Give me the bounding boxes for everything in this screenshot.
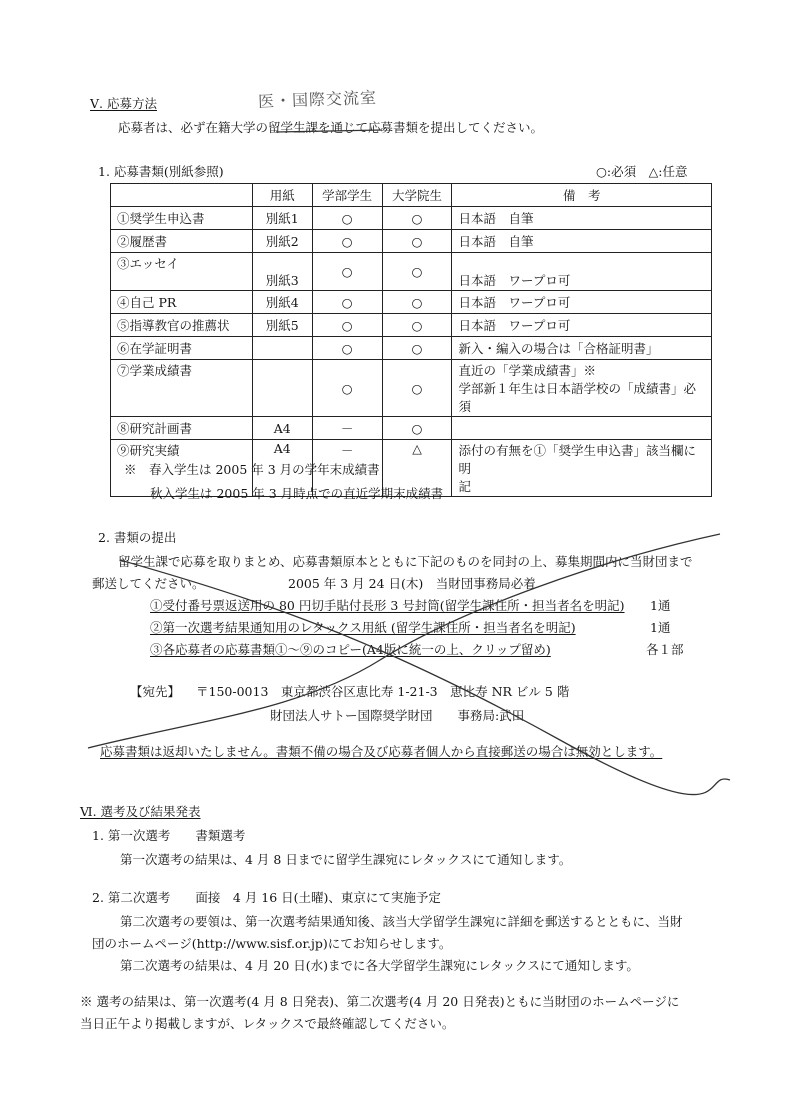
enclosure-item-1: ①受付番号票返送用の 80 円切手貼付長形 3 号封筒(留学生課住所・担当者名を明記): [150, 598, 625, 613]
doc-note-line: 学部新１年生は日本語学校の「成績書」必須: [458, 381, 696, 414]
section5-intro: 応募者は、必ず在籍大学の留学生課を通じて応募書類を提出してください。: [118, 120, 544, 135]
doc-note: 日本語 ワープロ可: [452, 291, 712, 314]
doc-form: 別紙5: [252, 314, 312, 337]
strike-line: [276, 130, 382, 132]
doc-undergrad: ○: [312, 360, 382, 417]
doc-note-line: 添付の有無を①「奨学生申込書」該当欄に明: [458, 443, 696, 476]
doc-undergrad: ○: [312, 207, 382, 230]
second-selection-body-3: 第二次選考の結果は、4 月 20 日(水)までに各大学留学生課宛にレタックスにて通知します。: [120, 958, 639, 973]
doc-name: ⑤指導教官の推薦状: [111, 314, 253, 337]
table-header: 備 考: [452, 184, 712, 207]
handwritten-note: 医・国際交流室: [257, 87, 378, 112]
selection-note-1: ※ 選考の結果は、第一次選考(4 月 8 日発表)、第二次選考(4 月 20 日発表)ともに当財団のホームページに: [80, 994, 680, 1009]
doc-note: 新入・編入の場合は「合格証明書」: [452, 337, 712, 360]
section6-heading: Ⅵ. 選考及び結果発表: [80, 804, 201, 819]
doc-undergrad: －: [312, 440, 382, 497]
second-selection-body-2: 団のホームページ(http://www.sisf.or.jp)にてお知らせします。: [92, 936, 452, 951]
doc-name: ⑥在学証明書: [111, 337, 253, 360]
doc-form: 別紙3: [252, 253, 312, 291]
doc-undergrad: ○: [312, 230, 382, 253]
doc-note-line: 直近の「学業成績書」※: [458, 363, 596, 378]
address-label: 【宛先】: [130, 684, 181, 699]
table-header: 学部学生: [312, 184, 382, 207]
cross-out-stroke: [120, 560, 730, 795]
doc-grad: ○: [382, 291, 452, 314]
submission-deadline: 2005 年 3 月 24 日(木) 当財団事務局必着: [288, 576, 536, 591]
doc-form: 別紙4: [252, 291, 312, 314]
doc-name: ④自己 PR: [111, 291, 253, 314]
doc-note: 日本語 ワープロ可: [452, 314, 712, 337]
doc-note-line: 記: [458, 479, 471, 494]
doc-name: ⑦学業成績書: [111, 360, 253, 417]
section5-heading: Ⅴ. 応募方法: [90, 96, 157, 111]
doc-form: 別紙1: [252, 207, 312, 230]
doc-name: ①奨学生申込書: [111, 207, 253, 230]
doc-grad: ○: [382, 207, 452, 230]
doc-note: 日本語 自筆: [452, 230, 712, 253]
enclosure-item-2: ②第一次選考結果通知用のレタックス用紙 (留学生課住所・担当者名を明記): [150, 620, 576, 635]
selection-note-2: 当日正午より掲載しますが、レタックスで最終確認してください。: [80, 1016, 455, 1031]
submission-notice: 応募書類は返却いたしません。書類不備の場合及び応募者個人から直接郵送の場合は無効とします。: [100, 744, 663, 759]
first-selection-title: 1. 第一次選考 書類選考: [92, 828, 246, 843]
address: 〒150-0013 東京都渋谷区恵比寿 1-21-3 恵比寿 NR ビル 5 階: [196, 684, 570, 699]
organization: 財団法人サトー国際奨学財団 事務局:武田: [270, 708, 525, 723]
enclosure-item-3: ③各応募者の応募書類①～⑨のコピー(A4版に統一の上、クリップ留め): [150, 642, 551, 657]
second-selection-body-1: 第二次選考の要領は、第一次選考結果通知後、該当大学留学生課宛に詳細を郵送するとともに、当財: [120, 914, 683, 929]
doc-grad: ○: [382, 417, 452, 440]
cross-out-stroke: [88, 534, 720, 748]
doc-grad: ○: [382, 230, 452, 253]
doc-name: ③エッセイ: [111, 253, 253, 291]
enclosure-qty-2: 1通: [650, 620, 671, 635]
table-header: 大学院生: [382, 184, 452, 207]
doc-form: 別紙2: [252, 230, 312, 253]
footnote-autumn: 秋入学生は 2005 年 3 月時点での直近学期末成績書: [150, 486, 444, 501]
doc-undergrad: ○: [312, 253, 382, 291]
enclosure-qty-3: 各１部: [646, 642, 684, 657]
doc-grad: ○: [382, 253, 452, 291]
doc-name: ②履歴書: [111, 230, 253, 253]
doc-name: ⑧研究計画書: [111, 417, 253, 440]
table-header: 用紙: [252, 184, 312, 207]
doc-grad: ○: [382, 337, 452, 360]
documents-heading: 1. 応募書類(別紙参照): [98, 164, 224, 179]
footnote-spring: ※ 春入学生は 2005 年 3 月の学年末成績書: [124, 462, 380, 477]
doc-grad: ○: [382, 314, 452, 337]
documents-legend: ○:必須 △:任意: [596, 164, 688, 179]
doc-note: 日本語 ワープロ可: [452, 253, 712, 291]
doc-name: ⑨研究実績: [111, 440, 253, 497]
doc-note: 日本語 自筆: [452, 207, 712, 230]
doc-grad: △: [382, 440, 452, 497]
doc-form: A4: [252, 440, 312, 497]
second-selection-title: 2. 第二次選考 面接 4 月 16 日(土曜)、東京にて実施予定: [92, 890, 441, 905]
doc-undergrad: ○: [312, 291, 382, 314]
submission-paragraph-1: 留学生課で応募を取りまとめ、応募書類原本とともに下記のものを同封の上、募集期間内に当財団まで: [118, 554, 693, 569]
doc-form: A4: [252, 417, 312, 440]
submission-paragraph-2a: 郵送してください。: [92, 576, 205, 591]
submission-heading: 2. 書類の提出: [98, 530, 177, 545]
enclosure-qty-1: 1通: [650, 598, 671, 613]
doc-undergrad: ○: [312, 314, 382, 337]
doc-undergrad: －: [312, 417, 382, 440]
doc-undergrad: ○: [312, 337, 382, 360]
doc-grad: ○: [382, 360, 452, 417]
first-selection-body: 第一次選考の結果は、4 月 8 日までに留学生課宛にレタックスにて通知します。: [120, 852, 572, 867]
